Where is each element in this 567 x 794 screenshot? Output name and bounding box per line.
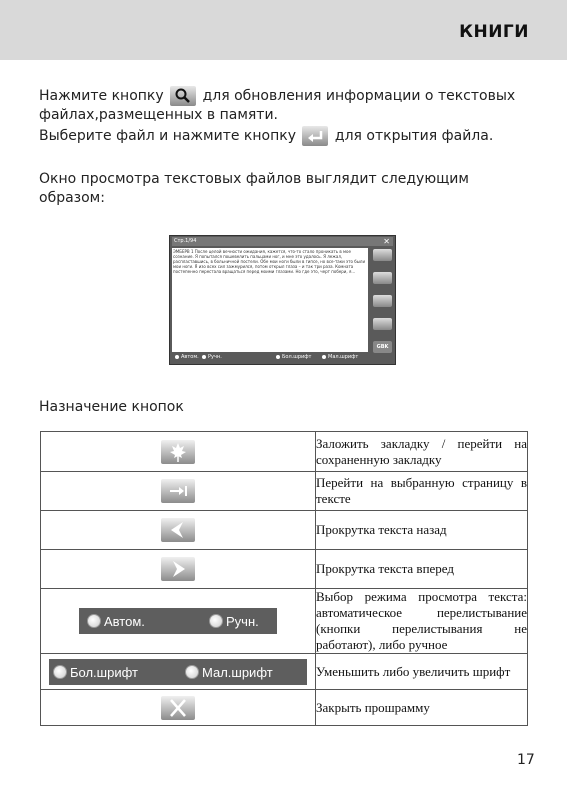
table-desc: Уменьшить либо увеличить шрифт [316, 654, 528, 690]
viewer-footer [172, 353, 393, 362]
table-desc: Перейти на выбранную страницу в тексте [316, 472, 528, 511]
arrow-left-icon [161, 518, 195, 542]
table-row [41, 550, 528, 589]
gbk-button: GBK [373, 341, 392, 353]
enter-icon [302, 126, 328, 146]
radio-big-font-label: Бол.шрифт [70, 664, 138, 680]
page-header [0, 0, 567, 60]
paragraph-refresh-after: для обновления информации о текстовых файлах,размещенных в памяти. [39, 88, 516, 123]
arrow-right-icon [161, 557, 195, 581]
radio-icon [53, 665, 67, 679]
table-desc: Закрыть прошрамму [316, 690, 528, 726]
table-icon-cell [41, 690, 316, 726]
radio-big-font [53, 665, 138, 680]
close-icon [161, 696, 195, 720]
paragraph-refresh-before: Нажмите кнопку [39, 88, 164, 104]
paragraph-refresh [39, 86, 529, 125]
radio-auto [87, 614, 145, 629]
viewer-title-bar [172, 237, 393, 246]
radio-icon [185, 665, 199, 679]
table-desc: Прокрутка текста назад [316, 511, 528, 550]
viewer-auto: Автом. [175, 353, 199, 362]
table-icon-cell [41, 472, 316, 511]
viewer-big-font: Бол.шрифт [276, 353, 311, 362]
table-icon-cell [41, 511, 316, 550]
table-desc: Выбор режима просмотра текста: автоматическое перелистывание (кнопки перелистывания не работают), либо ручное [316, 589, 527, 652]
viewer-small-font: Мал.шрифт [322, 353, 358, 362]
paragraph-open-after: для открытия файла. [334, 128, 494, 144]
scroll-back-icon [373, 295, 392, 307]
search-icon [170, 86, 196, 106]
paragraph-viewer: Окно просмотра текстовых файлов выглядит следующим образом: [39, 171, 469, 206]
table-row [41, 589, 528, 654]
buttons-table [40, 431, 528, 726]
section-title: Назначение кнопок [39, 399, 184, 415]
table-desc: Прокрутка текста вперед [316, 550, 528, 589]
table-desc: Заложить закладку / перейти на сохраненную закладку [316, 432, 528, 472]
table-icon-cell [41, 589, 316, 654]
paragraph-open [39, 126, 529, 146]
goto-page-icon [373, 272, 392, 284]
bookmark-icon [373, 249, 392, 261]
mode-selector-bar [79, 608, 277, 634]
table-row [41, 654, 528, 690]
table-icon-cell [41, 550, 316, 589]
radio-icon [87, 614, 101, 628]
go-to-page-icon [161, 479, 195, 503]
close-icon: ✕ [383, 237, 390, 246]
table-row [41, 511, 528, 550]
font-selector-bar [49, 659, 307, 685]
table-row [41, 690, 528, 726]
radio-manual-label: Ручн. [226, 614, 259, 629]
radio-small-font-label: Мал.шрифт [202, 664, 273, 680]
table-icon-cell [41, 654, 316, 690]
viewer-button-column [373, 249, 392, 364]
radio-manual [209, 614, 259, 629]
page-number: 17 [517, 752, 535, 768]
viewer-text: ЭМБЕРВ 1 После целой вечности ожидания, кажется, что-то стало проникать в мое сознание. Я попытался пошевелить пальцами ног, и мне это удалось. Я лежал, распластавшись, в больничной постели. Обе мои ноги были в гипсе, но все-таки это были мои ноги. Я изо всех сил зажмурился, потом открыл глаза – и так три раза. Комната постепенно перестала вращаться перед моими глазами. Но где это, черт побери, я... [172, 248, 368, 352]
viewer-manual: Ручн. [202, 353, 222, 362]
table-icon-cell [41, 432, 316, 472]
paragraph-open-before: Выберите файл и нажмите кнопку [39, 128, 296, 144]
radio-icon [209, 614, 223, 628]
page-title: КНИГИ [459, 22, 529, 42]
table-row [41, 432, 528, 472]
table-row [41, 472, 528, 511]
scroll-forward-icon [373, 318, 392, 330]
radio-small-font [185, 665, 273, 680]
viewer-screenshot [169, 235, 396, 365]
viewer-page-counter: Стр.1/94 [174, 238, 197, 244]
radio-auto-label: Автом. [104, 614, 145, 629]
maple-leaf-icon [161, 440, 195, 464]
